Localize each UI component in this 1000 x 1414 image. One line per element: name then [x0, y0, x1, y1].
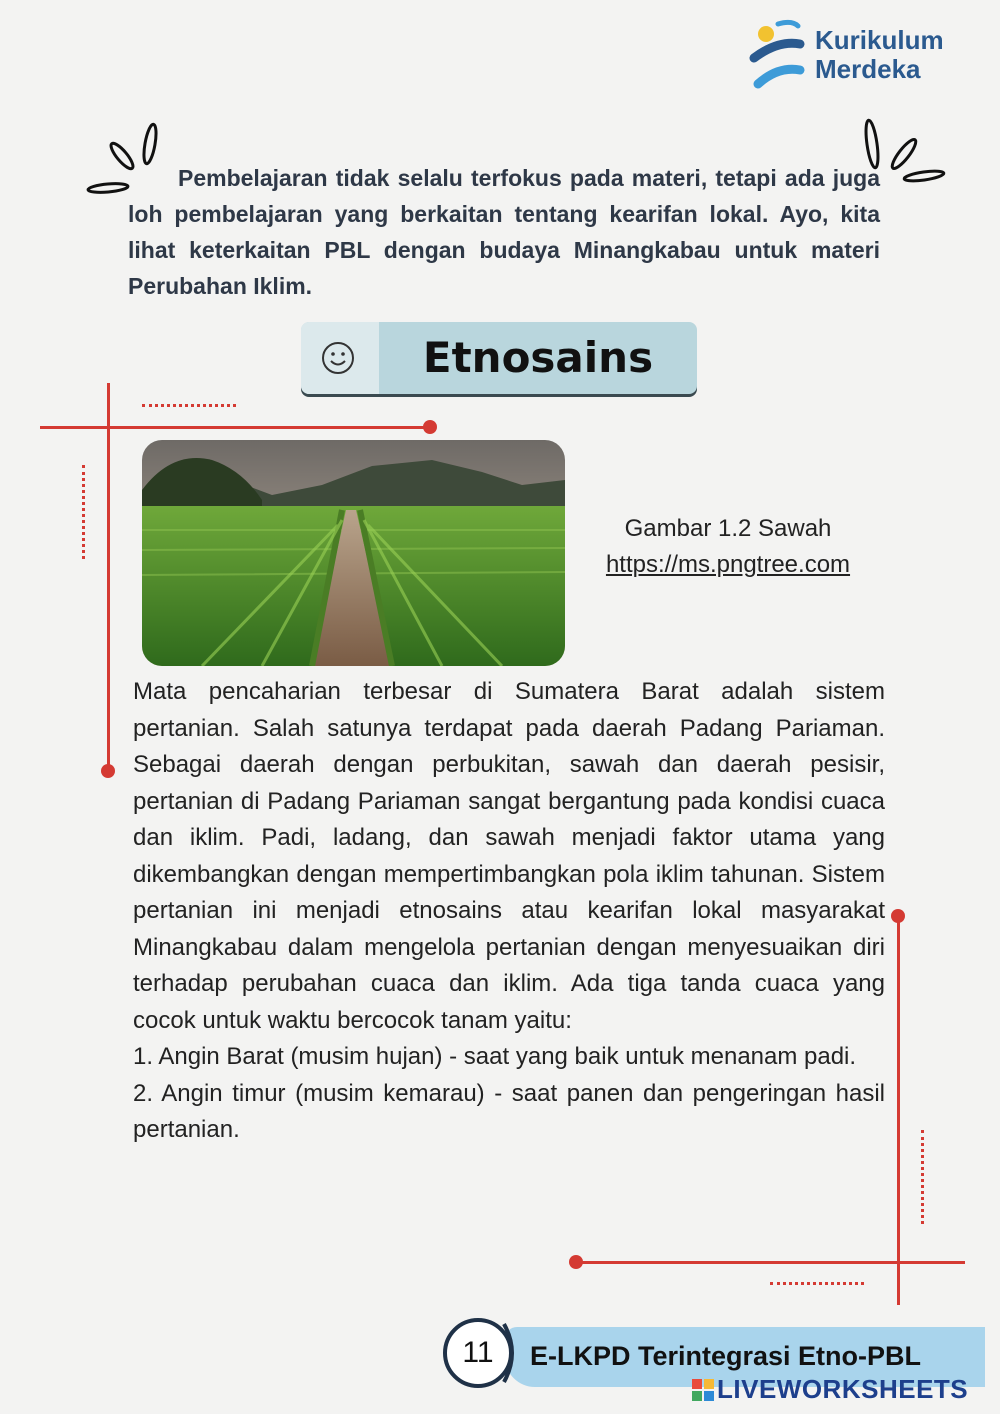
red-dot — [101, 764, 115, 778]
red-horizontal-line-bottom — [575, 1261, 965, 1264]
intro-paragraph: Pembelajaran tidak selalu terfokus pada materi, tetapi ada juga loh pembelajaran yang berkaitan tentang kearifan lokal. Ayo, kita lihat keterkaitan PBL dengan budaya Minangkabau untuk materi Perubahan Iklim. — [128, 165, 880, 299]
red-dotted-line — [770, 1282, 864, 1285]
body-text — [133, 674, 885, 1149]
red-dot — [569, 1255, 583, 1269]
list-item: 1. Angin Barat (musim hujan) - saat yang baik untuk menanam padi. — [133, 1043, 857, 1070]
red-horizontal-line-top — [40, 426, 430, 429]
figure-caption — [578, 511, 878, 583]
smiley-icon — [321, 341, 355, 375]
list-item: 2. Angin timur (musim kemarau) - saat panen dan pengeringan hasil pertanian. — [133, 1079, 885, 1143]
logo-mark-icon — [748, 18, 818, 98]
red-vertical-line-left — [107, 383, 110, 773]
red-vertical-line-right — [897, 915, 900, 1305]
etnosains-banner — [301, 322, 697, 394]
body-paragraph: Mata pencaharian terbesar di Sumatera Barat adalah sistem pertanian. Salah satunya terdapat pada daerah Padang Pariaman. Sebagai daerah dengan perbukitan, sawah dan daerah pesisir, pertanian di Padang Pariaman sangat bergantung pada kondisi cuaca dan iklim. Padi, ladang, dan sawah menjadi faktor utama yang dikembangkan dengan mempertimbangkan pola iklim tahunan. Sistem pertanian ini menjadi etnosains atau kearifan lokal masyarakat Minangkabau dalam mengelola pertanian dengan menyesuaikan diri terhadap perubahan cuaca dan iklim. Ada tiga tanda cuaca yang cocok untuk waktu bercocok tanam yaitu: — [133, 678, 885, 1034]
caption-title: Gambar 1.2 Sawah — [624, 515, 832, 542]
liveworksheets-watermark: LIVEWORKSHEETS — [692, 1374, 968, 1405]
red-dot — [891, 909, 905, 923]
footer-title: E-LKPD Terintegrasi Etno-PBL — [530, 1341, 922, 1371]
red-dotted-line — [921, 1130, 924, 1224]
red-dotted-line — [82, 465, 85, 559]
logo-text: Kurikulum Merdeka — [815, 25, 944, 84]
rice-field-photo — [142, 440, 565, 666]
source-link[interactable]: https://ms.pngtree.com — [605, 551, 851, 578]
page-number: 11 — [443, 1318, 513, 1388]
red-dot — [423, 420, 437, 434]
red-dotted-line — [142, 404, 236, 407]
banner-title: Etnosains — [422, 333, 654, 382]
liveworksheets-logo-icon — [692, 1379, 714, 1401]
